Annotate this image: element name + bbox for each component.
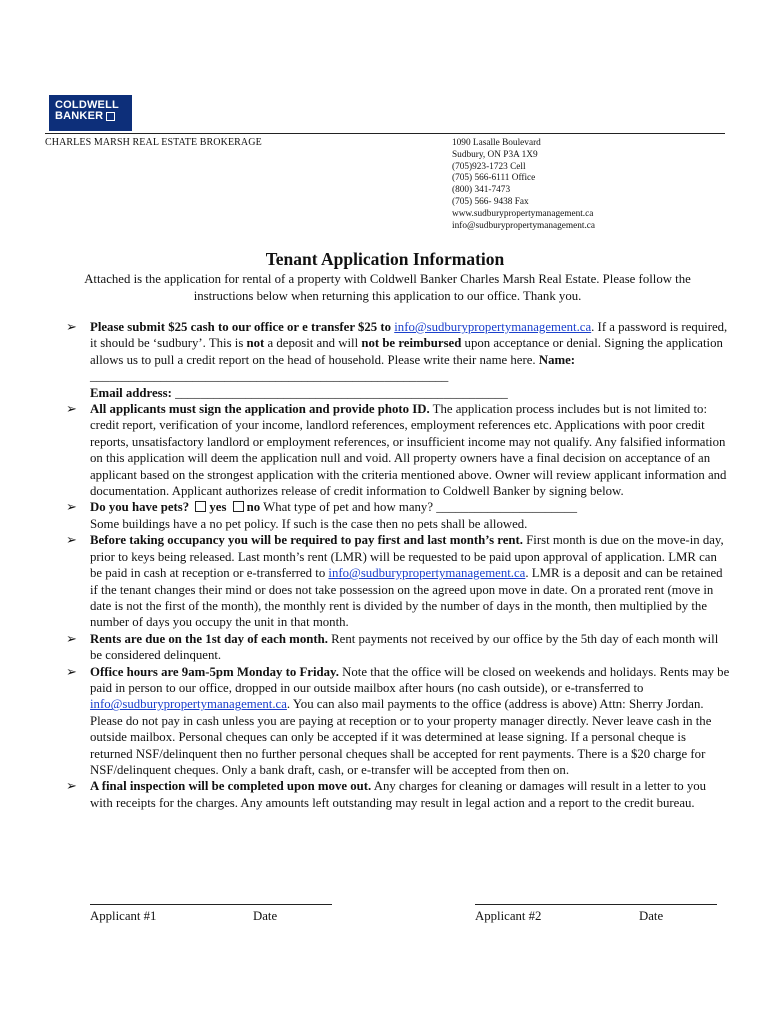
logo-line1: COLDWELL [55, 99, 119, 111]
pets-policy-text: Some buildings have a no pet policy. If such is the case then no pets shall be allowed. [90, 516, 528, 531]
fee-text: . If a password is required, it should be ‘sudbury’. This is [90, 320, 728, 351]
date-label: Date [253, 909, 278, 923]
header-rule [45, 133, 725, 134]
sign-text: The application process includes but is not limited to: credit report, verification of your income, landlord references, employment references etc. Applications with poor credit reports, unsatisfactory landlord or employment references, or insufficient income may not qualify. Any falsified information on this application will deem the application null and void. All property owners have a final decision on acceptance of an applicant based on the strongest application with the criteria mentioned above. Owner will review applicant information and documentation. Applicant authorizes release of credit information to Coldwell Banker by signing below. [90, 402, 727, 499]
page-title: Tenant Application Information [265, 249, 505, 269]
hours-text-2: . You can also mail payments to the office (address is above) Attn: Sherry Jordan. Please do not pay in cash unless you are paying at reception or to your property manager directly. Never leave cash in the outside mailbox. Personal cheques can only be accepted if it was determined at lease signing. If a personal cheque is returned NSF/delinquent then no further personal cheques shall be accepted for rent payments. There is a $20 charge for NSF/delinquent cheques. Only a bank draft, cash, or e-transfer will be accepted from then on. [90, 697, 712, 777]
date-label: Date [639, 909, 664, 923]
applicant-1-label: Applicant #1 [90, 909, 157, 923]
arrow-bullet-icon: ➢ [66, 779, 77, 794]
email-link[interactable]: info@sudburypropertymanagement.ca [394, 320, 592, 334]
list-item-fee [66, 319, 731, 401]
fee-not: not [246, 336, 265, 351]
name-field[interactable]: ________________________________________________________ [90, 369, 449, 384]
rent-heading: Rents are due on the 1st day of each month. [90, 631, 328, 646]
sign-heading: All applicants must sign the application and provide photo ID. [90, 402, 430, 417]
arrow-bullet-icon: ➢ [66, 664, 77, 679]
address-line: Sudbury, ON P3A 1X9 [452, 149, 538, 160]
fee-not-reimbursed: not be reimbursed [361, 336, 462, 351]
office-address [452, 138, 595, 232]
applicant-2-label: Applicant #2 [475, 909, 542, 923]
rent-text: Rent payments not received by our office by the 5th day of each month will be considered delinquent. [90, 631, 719, 663]
fee-heading: Please submit $25 cash to our office or e transfer $25 to [90, 320, 395, 334]
list-item-inspection [66, 778, 731, 811]
logo-square-icon [106, 112, 115, 121]
signature-block-applicant-1 [90, 904, 332, 924]
email-address-label: Email address: [90, 385, 176, 400]
address-line: (800) 341-7473 [452, 185, 511, 196]
intro-paragraph: Attached is the application for rental of a property with Coldwell Banker Charles Marsh Real Estate. Please follow the instructions below when returning this application to our office. Thank you. [84, 272, 691, 303]
coldwell-banker-logo [49, 95, 132, 131]
fee-text-mid: a deposit and will [264, 336, 362, 351]
address-line: info@sudburypropertymanagement.ca [452, 220, 596, 231]
address-line: (705)923-1723 Cell [452, 161, 526, 172]
address-line: 1090 Lasalle Boulevard [452, 138, 541, 148]
address-line: (705) 566-6111 Office [452, 173, 536, 184]
occupancy-heading: Before taking occupancy you will be required to pay first and last month’s rent. [90, 533, 523, 548]
occupancy-text: First month is due on the move-in day, prior to keys being released. Last month’s rent (LMR) will be requested to be paid upon approval of application. LMR can be paid in cash at reception or e-transferred to [90, 533, 724, 581]
occupancy-text-2: . LMR is a deposit and can be retained if the tenant changes their mind or does not take possession on the agreed upon move in date. On a prorated rent (move in date is not the first of the month), the monthly rent is divided by the number of days in the month, then multiplied by the number of days you occupy the unit in that month. [90, 566, 723, 630]
fee-text-rest: upon acceptance or denial. Signing the application allows us to pull a credit report on the head of household. Please write their name here. [90, 336, 723, 367]
pets-text: What type of pet and how many? ______________________ [260, 500, 577, 515]
email-link[interactable]: info@sudburypropertymanagement.ca [328, 566, 526, 581]
pets-yes-checkbox[interactable] [195, 501, 206, 512]
brokerage-name: CHARLES MARSH REAL ESTATE BROKERAGE [45, 137, 262, 148]
name-label: Name: [538, 352, 576, 367]
list-item-sign [66, 401, 731, 499]
inspection-text: Any charges for cleaning or damages will result in a letter to you with receipts for the charges. Any amounts left outstanding may result in legal action and a report to the credit bureau. [90, 779, 707, 810]
list-item-rent [66, 631, 731, 664]
email-link[interactable]: info@sudburypropertymanagement.ca [90, 697, 287, 712]
arrow-bullet-icon: ➢ [66, 320, 77, 334]
pets-no-label: no [246, 500, 261, 515]
instruction-list [66, 319, 731, 811]
signature-block-applicant-2 [475, 904, 717, 924]
pets-yes-label: yes [209, 500, 227, 515]
arrow-bullet-icon: ➢ [66, 631, 77, 646]
email-address-field[interactable]: ____________________________________________________ [175, 385, 508, 400]
pets-no-checkbox[interactable] [233, 501, 244, 512]
hours-heading: Office hours are 9am-5pm Monday to Friday. [90, 664, 339, 679]
list-item-pets [66, 499, 731, 532]
inspection-heading: A final inspection will be completed upon move out. [90, 779, 372, 794]
hours-text: Note that the office will be closed on weekends and holidays. Rents may be paid in person to our office, dropped in our outside mailbox after hours (no cash outside), or e-transferred to [90, 664, 730, 695]
arrow-bullet-icon: ➢ [66, 533, 77, 548]
pets-heading: Do you have pets? [90, 500, 190, 515]
list-item-occupancy [66, 532, 731, 630]
logo-line2: BANKER [55, 110, 104, 122]
list-item-hours [66, 664, 731, 779]
address-line: (705) 566- 9438 Fax [452, 196, 529, 207]
address-line: www.sudburypropertymanagement.ca [452, 208, 594, 219]
arrow-bullet-icon: ➢ [66, 500, 77, 515]
arrow-bullet-icon: ➢ [66, 402, 77, 417]
